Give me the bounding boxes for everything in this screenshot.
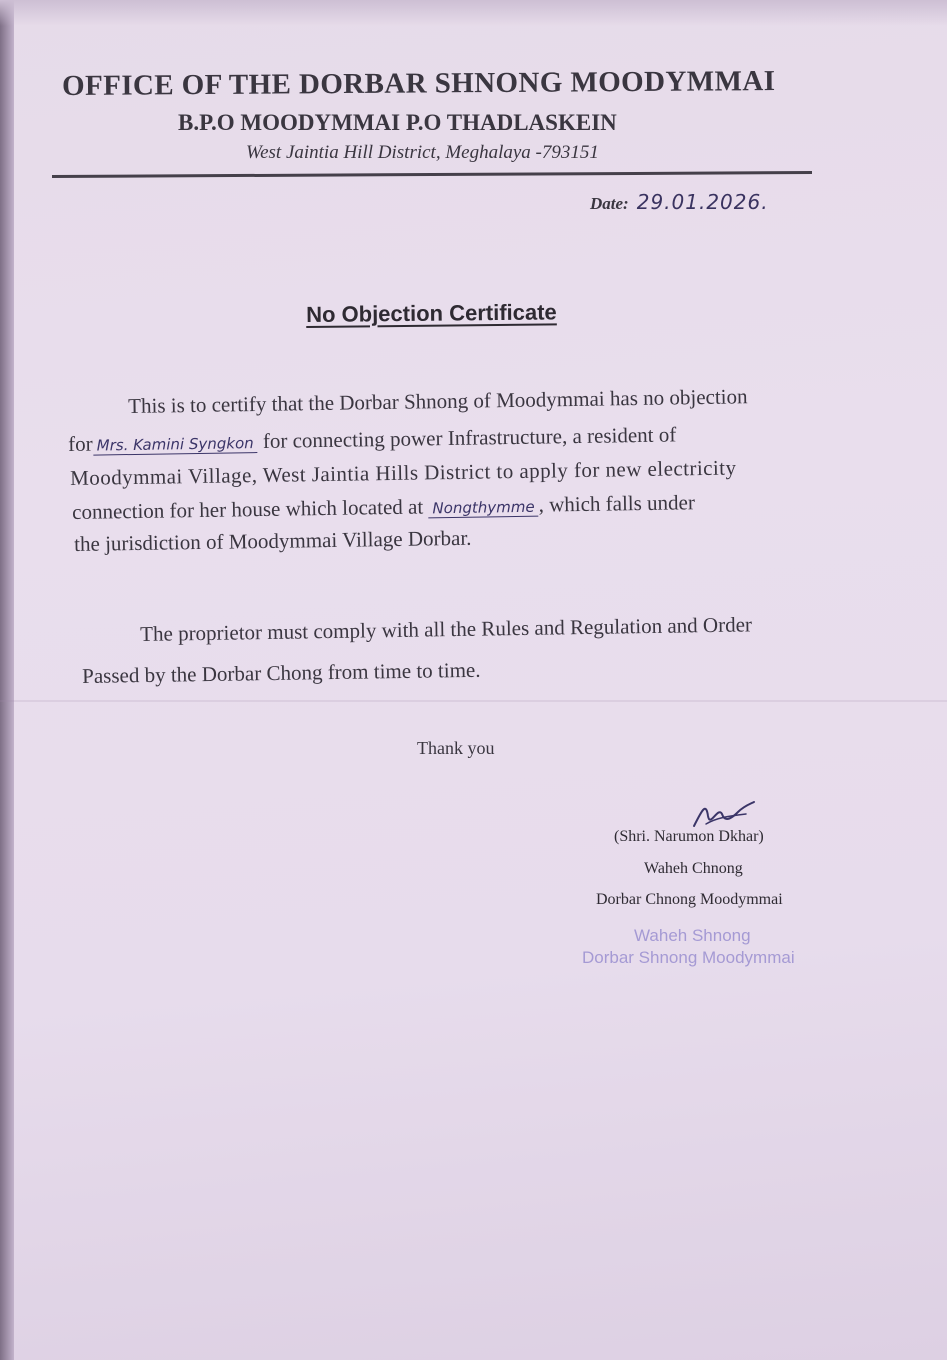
body-line-4 xyxy=(72,490,695,525)
paper-fold-line xyxy=(0,700,947,702)
letterhead-office: OFFICE OF THE DORBAR SHNONG MOODYMMAI xyxy=(62,65,776,102)
letterhead-district: West Jaintia Hill District, Meghalaya -793151 xyxy=(246,142,599,163)
stamp-line-2: Dorbar Shnong Moodymmai xyxy=(582,948,795,967)
date-value: 29.01.2026. xyxy=(636,190,769,214)
paper-top-shadow xyxy=(0,0,947,26)
location-name: Nongthymme xyxy=(428,498,538,519)
date-label: Date: xyxy=(590,194,629,213)
date-row xyxy=(590,190,769,214)
signatory-organization: Dorbar Chnong Moodymmai xyxy=(596,891,783,908)
compliance-line-2: Passed by the Dorbar Chong from time to time. xyxy=(82,657,481,688)
letterhead-postal: B.P.O MOODYMMAI P.O THADLASKEIN xyxy=(178,110,617,135)
document-title: No Objection Certificate xyxy=(306,299,557,327)
body-line-5: the jurisdiction of Moodymmai Village Dorbar. xyxy=(74,525,472,556)
body-line-2 xyxy=(68,422,676,457)
stamp-line-1: Waheh Shnong xyxy=(634,926,751,945)
signatory-role: Waheh Chnong xyxy=(644,860,743,877)
body-line-3: Moodymmai Village, West Jaintia Hills District to apply for new electricity xyxy=(70,455,737,490)
signatory-name: (Shri. Narumon Dkhar) xyxy=(614,828,764,845)
body-line-4-suffix: , which falls under xyxy=(538,490,696,517)
letterhead-divider xyxy=(52,171,812,178)
compliance-line-1: The proprietor must comply with all the Rules and Regulation and Order xyxy=(140,612,753,646)
applicant-name: Mrs. Kamini Syngkon xyxy=(93,434,258,456)
body-line-1: This is to certify that the Dorbar Shnong of Moodymmai has no objection xyxy=(128,384,748,418)
body-line-4-prefix: connection for her house which located at xyxy=(72,494,424,524)
closing-thank-you: Thank you xyxy=(417,738,495,758)
body-line-2-suffix: for connecting power Infrastructure, a resident of xyxy=(262,422,677,453)
paper-edge-shadow xyxy=(0,0,14,1360)
body-line-2-prefix: for xyxy=(68,431,93,456)
